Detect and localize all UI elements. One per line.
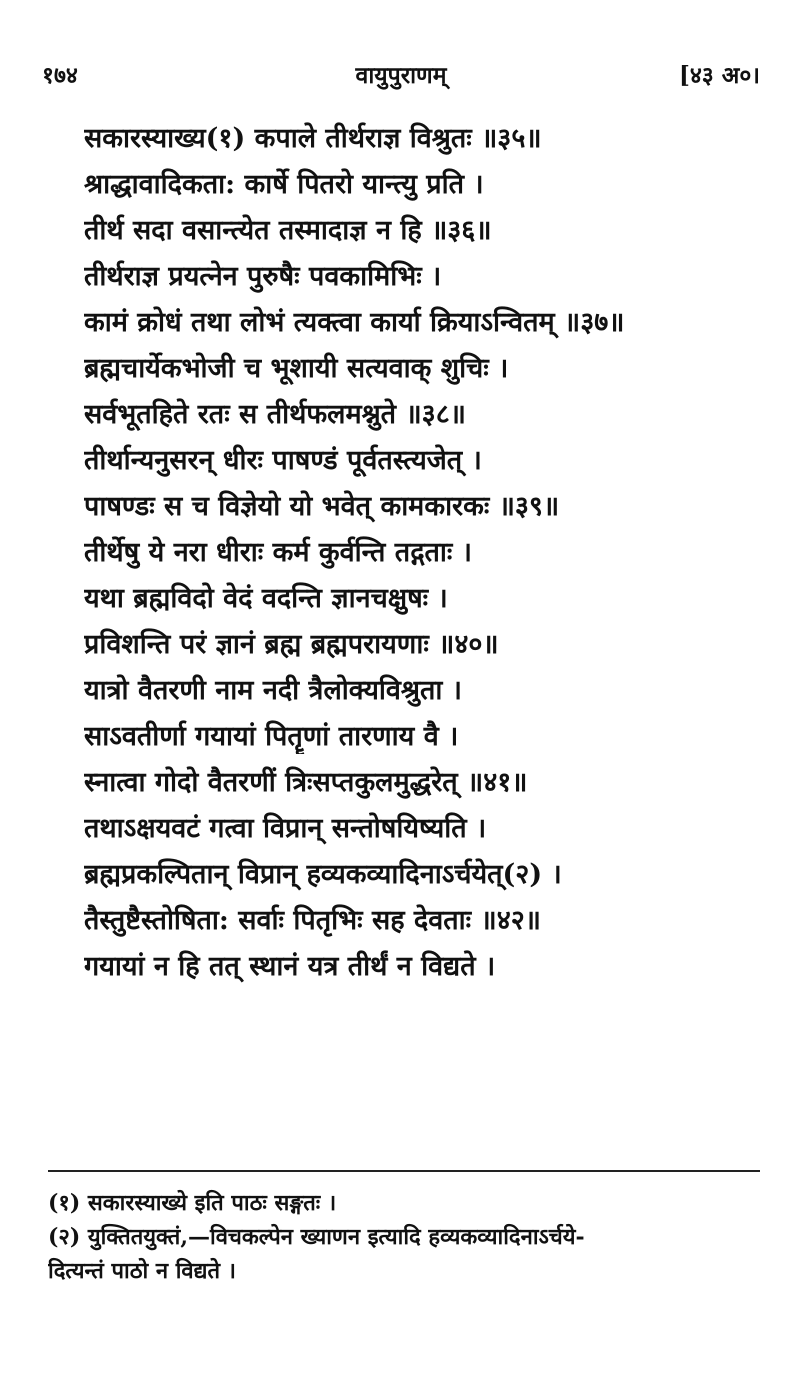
verse-line: तैस्तुष्टैस्तोषिता: सर्वाः पितृभिः सह देवताः ॥४२॥ (84, 905, 541, 936)
verse-line: तथाऽक्षयवटं गत्वा विप्रान् सन्तोषयिष्यति । (84, 813, 487, 844)
verse-line: तीर्थराज्ञ प्रयत्नेन पुरुषैः पवकामिभिः । (84, 261, 442, 292)
verse-line: तीर्थ सदा वसान्त्येत तस्मादाज्ञ न हि ॥३६॥ (84, 215, 492, 246)
footnote: (१) सकारस्याख्ये इति पाठः सङ्गतः । (48, 1190, 337, 1216)
verse-line: स्नात्वा गोदो वैतरणीं त्रिःसप्तकुलमुद्धरेत् ॥४१॥ (84, 767, 528, 798)
footnote: (२) युक्तितयुक्तं,—विचकल्पेन ख्याणन इत्यादि हव्यकव्यादिनाऽर्चये- (48, 1224, 585, 1250)
verse-line: सकारस्याख्य(१) कपाले तीर्थराज्ञ विश्रुतः ॥३५॥ (84, 123, 542, 154)
verse-line: पाषण्डः स च विज्ञेयो यो भवेत् कामकारकः ॥३९॥ (84, 491, 560, 522)
page-number: १७४ (42, 62, 78, 89)
running-title: वायुपुराणम् (355, 62, 447, 89)
verse-line: कामं क्रोधं तथा लोभं त्यक्त्वा कार्या क्रियाऽन्वितम् ॥३७॥ (84, 307, 625, 338)
verse-line: ब्रह्मचार्येकभोजी च भूशायी सत्यवाक् शुचिः । (84, 353, 509, 384)
verse-line: तीर्थेषु ये नरा धीराः कर्म कुर्वन्ति तद्गताः । (84, 537, 472, 568)
verse-line: ब्रह्मप्रकल्पितान् विप्रान् हव्यकव्यादिनाऽर्चयेत्(२) । (84, 859, 562, 890)
footnote-continuation: दित्यन्तं पाठो न विद्यते । (48, 1258, 237, 1284)
verse-line: यात्रो वैतरणी नाम नदी त्रैलोक्यविश्रुता । (84, 675, 462, 706)
verse-line: श्राद्धावादिकता: कार्षे पितरो यान्त्यु प्रति । (84, 169, 484, 200)
footnote-divider (48, 1170, 760, 1172)
chapter-marker: [४३ अ०। (678, 62, 760, 89)
verse-line: साऽवतीर्णा गयायां पितॄणां तारणाय वै । (84, 721, 459, 752)
verse-line: प्रविशन्ति परं ज्ञानं ब्रह्म ब्रह्मपरायणाः ॥४०॥ (84, 629, 499, 660)
verse-line: सर्वभूतहिते रतः स तीर्थफलमश्नुते ॥३८॥ (84, 399, 466, 430)
page-header (42, 58, 760, 92)
verse-line: यथा ब्रह्मविदो वेदं वदन्ति ज्ञानचक्षुषः । (84, 583, 448, 614)
verse-line: गयायां न हि तत् स्थानं यत्र तीर्थं न विद्यते । (84, 951, 496, 982)
verse-line: तीर्थान्यनुसरन् धीरः पाषण्डं पूर्वतस्त्यजेत् । (84, 445, 482, 476)
